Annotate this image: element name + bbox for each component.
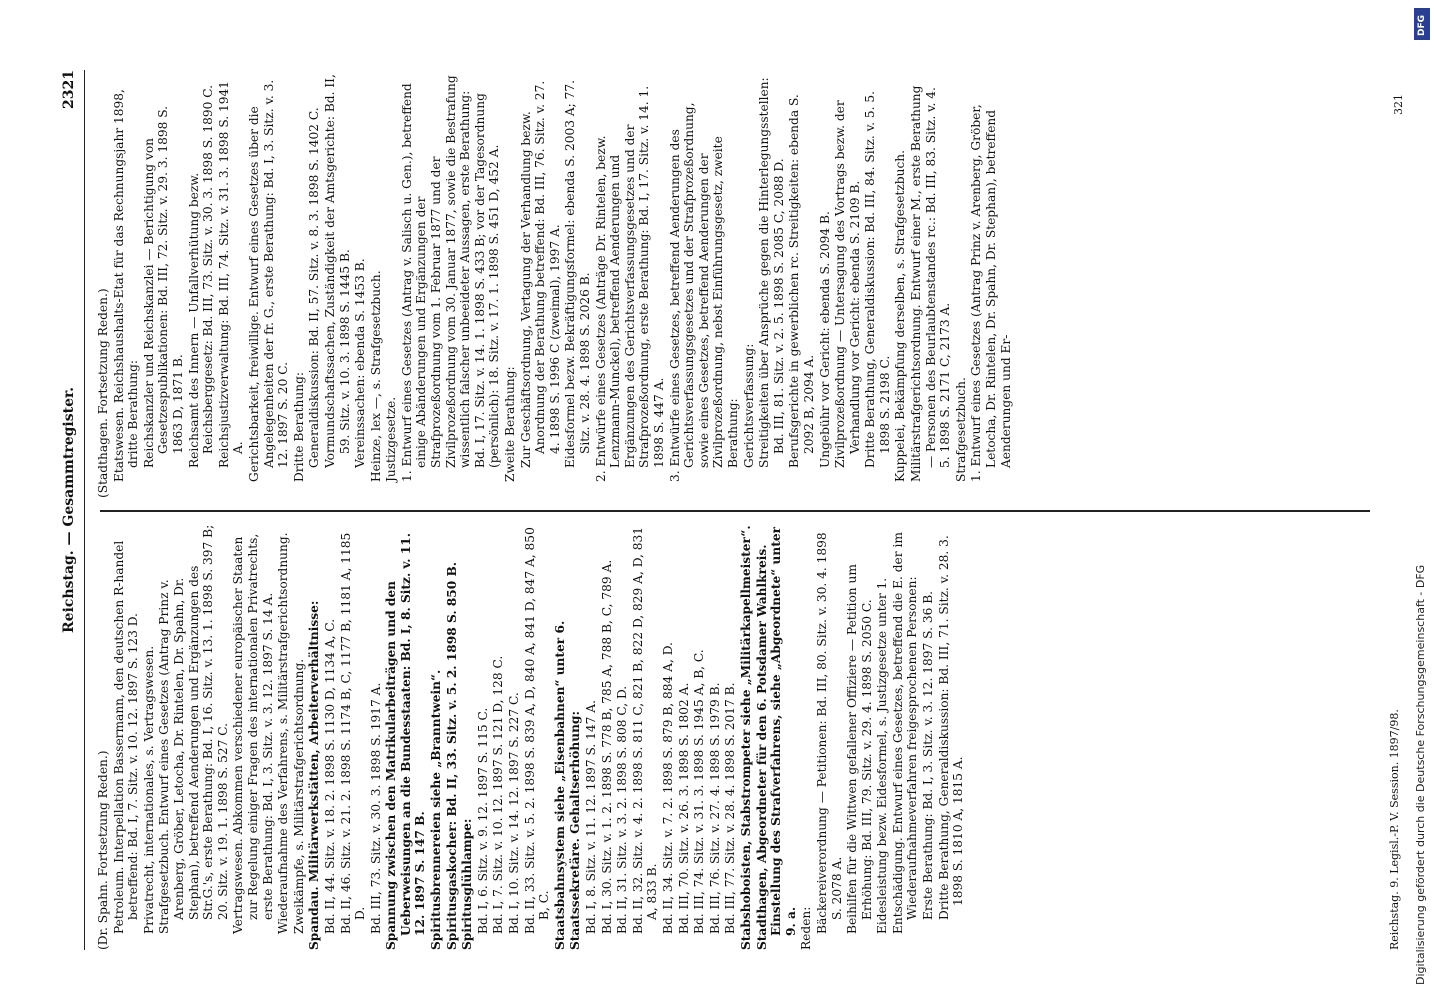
index-entry: Bd. I, 10. Sitz. v. 14. 12. 1897 S. 227 C. — [507, 692, 522, 934]
index-entry: Bd. III, 73. Sitz. v. 30. 3. 1898 S. 1917 A. — [368, 682, 383, 934]
page-footer: Reichstag. 9. Legisl.-P. V. Session. 1897/98. — [1388, 709, 1401, 950]
index-entry: Vormundschaftssachen, Zuständigkeit der Amtsgerichte: Bd. II, 59. Sitz. v. 10. 3. 1898 S. 1445 B. — [322, 74, 352, 468]
index-entry: Reichsjustizverwaltung: Bd. III, 74. Sitz. v. 31. 3. 1898 S. 1941 A. — [216, 81, 246, 468]
index-entry: Bd. II, 32. Sitz. v. 4. 2. 1898 S. 811 C, 821 B, 822 D, 829 A, D, 831 A, 833 B. — [630, 526, 660, 934]
index-entry: (Dr. Spahn. Fortsetzung Reden.) — [96, 750, 110, 950]
index-entry: Strafgesetzbuch. Entwurf eines Gesetzes (Antrag Prinz v. Arenberg, Gröber, Letocha, Dr. Rintelen, Dr. Spahn, Dr. Stephan), betreffend Aenderungen und Ergänzungen des Str.G.'s, erste Berathung: Bd. I, 16. Sitz. v. 13. 1. 1898 S. 397 B; 20. Sitz. v. 19. 1. 1898 S. 527 C. — [157, 524, 230, 934]
index-entry: 3. Entwürfe eines Gesetzes, betreffend Aenderungen des Gerichtsverfassungsgesetzes und der Strafprozeßordnung, sowie eines Gesetzes, betreffend Aenderungen der Zivilprozeßordnung, nebst Einführungsgesetz, zweite Berathung: — [667, 102, 740, 482]
index-entry: Spandau. Militärwerkstätten, Arbeiterverhältnisse: — [307, 600, 322, 950]
index-entry: Spiritusbrennereien siehe „Branntwein“. — [429, 669, 444, 950]
index-entry: Eidesleistung bezw. Eidesformel, s. Justizgesetze unter 1. — [875, 577, 890, 934]
index-entry: Bd. I, 6. Sitz. v. 9. 12. 1897 S. 115 C. — [475, 707, 490, 934]
header-rule — [84, 70, 85, 950]
index-entry: Gerichtsverfassung: — [741, 343, 756, 468]
index-entry: 2. Entwürfe eines Gesetzes (Anträge Dr. Rintelen, bezw. Lenzmann-Munckel), betreffend Aenderungen und Ergänzungen des Gerichtsverfassungsgesetzes und der Strafprozeßordnung, erste Berathung: Bd. I, 17. Sitz. v. 14. 1. 1898 S. 447 A. — [593, 85, 666, 482]
folio-number: 321 — [1392, 94, 1405, 115]
index-entry: Bd. I, 8. Sitz. v. 11. 12. 1897 S. 147 A. — [584, 700, 598, 934]
index-entry: Bd. I, 30. Sitz. v. 1. 2. 1898 S. 778 B, 785 A, 788 B, C, 789 A. — [599, 559, 614, 934]
index-entry: Eidesformel bezw. Bekräftigungsformel: ebenda S. 2003 A; 77. Sitz. v. 28. 4. 1898 S. 2026 B. — [563, 79, 592, 468]
left-column — [96, 524, 1386, 950]
index-entry: Heinze, lex —, s. Strafgesetzbuch. — [368, 270, 383, 482]
index-entry: Spiritusglühlampe: — [460, 818, 475, 950]
index-entry: Bd. I, 7. Sitz. v. 10. 12. 1897 S. 121 D, 128 C. — [491, 655, 506, 934]
index-entry: Bd. II, 34. Sitz. v. 7. 2. 1898 S. 879 B, 884 A, D. — [660, 642, 675, 934]
index-entry: Zweikämpfe, s. Militärstrafgerichtsordnung. — [291, 658, 306, 934]
document-page — [60, 70, 1405, 950]
dfg-badge-label: DFG — [1417, 14, 1427, 36]
index-entry: Spannung zwischen den Matrikularbeiträgen und den Ueberweisungen an die Bundesstaaten: Bd. I, 8. Sitz. v. 11. 12. 1897 S. 147 B. — [384, 533, 428, 950]
index-entry: Wiederaufnahme des Verfahrens, s. Militärstrafgerichtsordnung. — [276, 532, 291, 934]
index-entry: Streitigkeiten über Ansprüche gegen die Hinterlegungsstellen: Bd. III, 81. Sitz. v. 2. 5. 1898 S. 2085 C, 2088 D. — [757, 77, 786, 468]
page-header — [60, 70, 82, 950]
index-entry: Bd. II, 33. Sitz. v. 5. 2. 1898 S. 839 A, D, 840 A, 841 D, 847 A, 850 B, C. — [522, 527, 552, 934]
index-entry: Generaldiskussion: Bd. II, 57. Sitz. v. 8. 3. 1898 S. 1402 C. — [307, 107, 322, 468]
index-entry: Stadthagen, Abgeordneter für den 6. Potsdamer Wahlkreis. Einstellung des Strafverfahrens, siehe „Abgeordnete“ unter 9. a. — [754, 526, 798, 950]
index-entry: Bd. III, 77. Sitz. v. 28. 4. 1898 S. 2017 B. — [723, 682, 738, 934]
index-entry: 1. Entwurf eines Gesetzes (Antrag v. Salisch u. Gen.), betreffend einige Abänderungen und Ergänzungen der Strafprozeßordnung vom 1. Februar 1877 und der Zivilprozeßordnung vom 30. Januar 1877, sowie die Bestrafung wissentlich falscher unbeeideter Aussagen, erste Berathung: Bd. I, 17. Sitz. v. 14. 1. 1898 S. 433 B; vor der Tagesordnung (persönlich): 18. Sitz. v. 17. 1. 1898 S. 451 D, 452 A. — [399, 75, 502, 482]
index-entry: Bd. III, 74. Sitz. v. 31. 3. 1898 S. 1945 A, B, C. — [692, 649, 707, 934]
index-entry: Reichsamt des Innern — Unfallverhütung bezw. Reichsberggesetz: Bd. III, 73. Sitz. v. 30. 3. 1898 S. 1890 C. — [186, 84, 216, 468]
index-entry: Vereinssachen: ebenda S. 1453 B. — [353, 258, 368, 468]
index-entry: Dritte Berathung, Generaldiskussion: Bd. III, 71. Sitz. v. 28. 3. 1898 S. 1810 A, 1815 A. — [936, 535, 966, 920]
digitization-sidebar — [1412, 5, 1432, 985]
index-entry: Gerichtsbarkeit, freiwillige. Entwurf eines Gesetzes über die Angelegenheiten der fr. G., erste Berathung: Bd. I, 3. Sitz. v. 3. 12. 1897 S. 20 C. — [246, 79, 291, 482]
index-entry: Berufsgerichte in gewerblichen rc. Streitigkeiten: ebenda S. 2092 B, 2094 A. — [787, 94, 816, 468]
index-entry: Entschädigung. Entwurf eines Gesetzes, betreffend die E. der im Wiederaufnahmeverfahren freigesprochenen Personen: — [890, 532, 920, 934]
index-entry: Reden: — [799, 906, 814, 950]
index-entry: Bäckereiverordnung — Petitionen: Bd. III, 80. Sitz. v. 30. 4. 1898 S. 2078 A. — [814, 532, 844, 934]
index-entry: Militärstrafgerichtsordnung. Entwurf einer M., erste Berathung — Personen des Beurlaubtenstandes rc.: Bd. III, 83. Sitz. v. 4. 5. 1898 S. 2171 C, 2173 A. — [909, 85, 953, 482]
dfg-logo-icon — [1414, 8, 1430, 40]
column-divider — [100, 510, 1370, 512]
index-entry: Reichskanzler und Reichskanzlei — Berichtigung von Gesetzespublikationen: Bd. III, 72. Sitz. v. 29. 3. 1898 S. 1863 D, 1871 B. — [141, 105, 185, 468]
index-entry: Privatrecht, internationales, s. Vertragswesen. — [141, 645, 156, 934]
index-entry: Stabshoboisten, Stabstrompeter siehe „Militärkapellmeister“. — [738, 525, 753, 950]
right-column — [96, 72, 1386, 498]
index-entry: Bd. III, 70. Sitz. v. 26. 3. 1898 S. 1802 A. — [676, 682, 691, 934]
index-entry: Beihilfen für die Wittwen gefallener Offiziere — Petition um Erhöhung: Bd. III, 79. Sitz. v. 29. 4. 1898 S. 2050 C. — [845, 564, 874, 934]
index-entry: Zivilprozeßordnung — Untersagung des Vortrags bezw. der Verhandlung vor Gericht: ebenda S. 2109 B. — [833, 100, 862, 468]
index-entry: Petroleum. Interpellation Bassermann, den deutschen R-handel betreffend: Bd. I, 7. Sitz. v. 10. 12. 1897 S. 123 D. — [111, 540, 141, 934]
sidebar-credit-text: Digitalisierung gefördert durch die Deutsche Forschungsgemeinschaft - DFG — [1414, 564, 1427, 985]
running-title: Reichstag. — Gesammtregister. — [61, 387, 77, 633]
index-entry: Dritte Berathung: — [291, 372, 306, 482]
index-entry: Kuppelei, Bekämpfung derselben, s. Strafgesetzbuch. — [893, 150, 908, 482]
index-entry: Staatssekretäre. Gehaltserhöhung: — [568, 711, 583, 950]
index-entry: Strafgesetzbuch. — [953, 377, 968, 482]
index-entry: Bd. II, 44. Sitz. v. 18. 2. 1898 S. 1130 D, 1134 A, C. — [322, 618, 337, 934]
index-entry: Erste Berathung: Bd. I, 3. Sitz. v. 3. 12. 1897 S. 36 B. — [921, 590, 936, 920]
index-entry: (Stadthagen. Fortsetzung Reden.) — [96, 288, 110, 498]
page-number: 2321 — [61, 70, 77, 109]
index-entry: Ungebühr vor Gericht: ebenda S. 2094 B. — [817, 211, 832, 468]
index-entry: Vertragswesen. Abkommen verschiedener europäischer Staaten zur Regelung einiger Fragen des internationalen Privatrechts, erste Berathung: Bd. I, 3. Sitz. v. 3. 12. 1897 S. 14 A. — [231, 533, 275, 934]
index-entry: Justizgesetze. — [384, 396, 399, 482]
index-entry: Staatsbahnsystem siehe „Eisenbahnen“ unter 6. — [552, 620, 567, 950]
index-entry: Zweite Berathung: — [503, 366, 518, 482]
index-entry: Bd. II, 31. Sitz. v. 3. 2. 1898 S. 808 C, D. — [615, 685, 630, 934]
index-entry: Dritte Berathung, Generaldiskussion: Bd. III, 84. Sitz. v. 5. 5. 1898 S. 2198 C. — [863, 91, 892, 468]
index-entry: Spiritusgaskocher: Bd. II, 33. Sitz. v. 5. 2. 1898 S. 850 B. — [444, 561, 459, 950]
index-entry: Bd. III, 76. Sitz. v. 27. 4. 1898 S. 1979 B. — [707, 682, 722, 934]
index-entry: 1. Entwurf eines Gesetzes (Antrag Prinz v. Arenberg, Gröber, Letocha, Dr. Rintelen, Dr. Spahn, Dr. Stephan), betreffend Aenderungen und Er- — [969, 104, 1013, 482]
index-entry: Etatswesen. Reichshaushalts-Etat für das Rechnungsjahr 1898, dritte Berathung: — [111, 89, 141, 482]
index-entry: Zur Geschäftsordnung, Vertagung der Verhandlung bezw. Anordnung der Berathung betreffend: Bd. III, 76. Sitz. v. 27. 4. 1898 S. 1996 C (zweimal), 1997 A. — [518, 80, 562, 468]
index-entry: Bd. II, 46. Sitz. v. 21. 2. 1898 S. 1174 B, C, 1177 B, 1181 A, 1185 D. — [338, 532, 368, 934]
